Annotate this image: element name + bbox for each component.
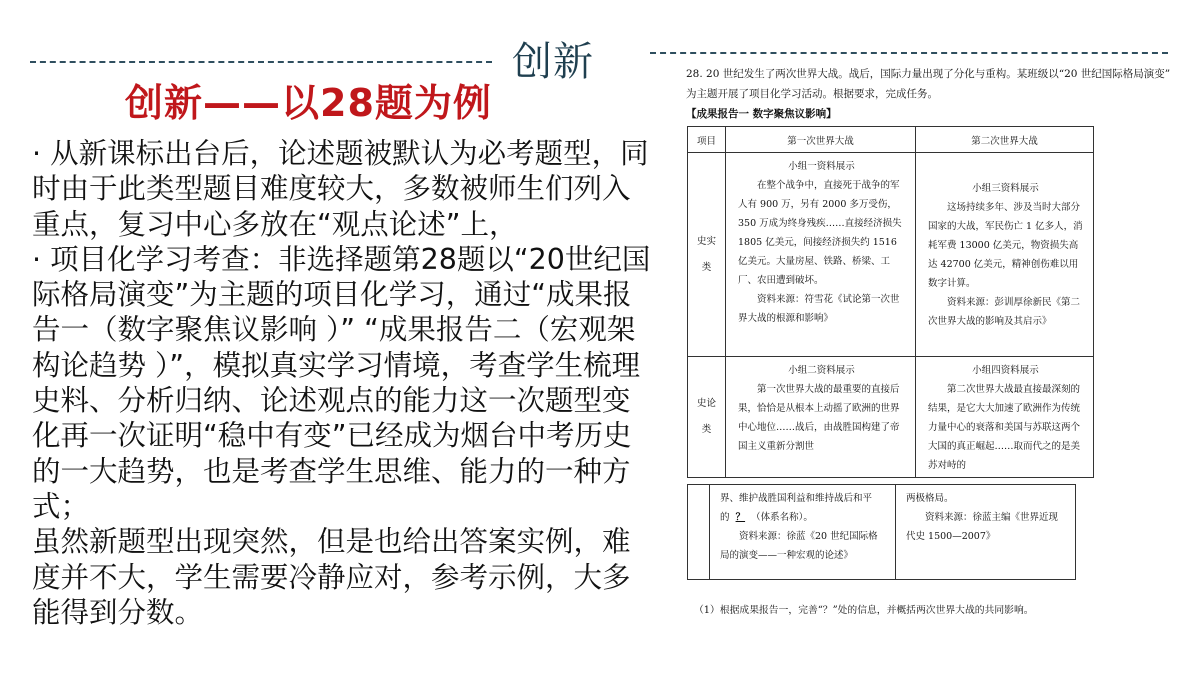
- group-1-title: 小组一资料展示: [788, 161, 855, 172]
- row-label-facts-b: 类: [701, 261, 712, 273]
- group-2-text: 第一次世界大战的最重要的直接后果，恰恰是从根本上动摇了欧洲的世界中心地位……战后，由战胜国构建了帝国主义重新分割世: [738, 384, 900, 452]
- cell-group-2-continued: [710, 485, 896, 580]
- header-ww2: 第二次世界大战: [916, 127, 1094, 153]
- paragraph-new-curriculum: · 从新课标出台后，论述题被默认为必考题型，同时由于此类型题目难度较大，多数被师生们列入重点，复习中心多放在“观点论述”上，: [32, 137, 649, 241]
- slide-heading: 创新——以28题为例: [125, 81, 492, 125]
- group-4-text: 第二次世界大战最直接最深刻的结果，是它大大加速了欧洲作为传统力量中心的衰落和美国与苏联这两个大国的真正崛起……取而代之的是美苏对峙的: [928, 384, 1081, 471]
- row-label-views-a: 史论: [696, 398, 716, 409]
- exam-intro-line-1: 28. 20 世纪发生了两次世界大战。战后，国际力量出现了分化与重构。某班级以“20 世纪国际格局演变”: [686, 68, 1171, 80]
- group-3-title: 小组三资料展示: [972, 183, 1039, 194]
- group-2-cont-suffix: （体系名称）。: [751, 512, 813, 523]
- exam-table: [687, 126, 1094, 478]
- cell-continued-label: [688, 485, 710, 580]
- row-label-views: [688, 357, 726, 478]
- group-2-title: 小组二资料展示: [788, 365, 855, 376]
- paragraph-advice: 虽然新题型出现突然，但是也给出答案实例，难度并不大，学生需要冷静应对，参考示例，大多能得到分数。: [32, 525, 631, 629]
- row-label-views-b: 类: [701, 424, 712, 435]
- group-4-title: 小组四资料展示: [972, 365, 1039, 376]
- paragraph-project-learning: · 项目化学习考查：非选择题第28题以“20世纪国际格局演变”为主题的项目化学习，通过“成果报告一（数字聚焦议影响 ）” “成果报告二（宏观架构论趋势 ）”，模拟真实学习情境，考查学生梳理史料、分析归纳、论述观点的能力这一次题型变化再一次证明“稳中有变”已经成为烟台中考历史的一大趋势，也是考查学生思维、能力的一种方式；: [32, 242, 651, 523]
- group-2-continued-text: [720, 489, 885, 527]
- group-2-blank: [730, 512, 752, 523]
- exam-table-continued: [687, 484, 1076, 580]
- header-divider-right: [650, 52, 1168, 54]
- report-title: 【成果报告一 数字聚焦议影响】: [686, 108, 837, 120]
- cell-group-2: [726, 357, 916, 478]
- table-row-views: [688, 357, 1094, 478]
- cell-group-4: [916, 357, 1094, 478]
- group-4-source: 资料来源：徐蓝主编《世界近现代史 1500—2007》: [906, 512, 1059, 542]
- row-label-facts: [688, 153, 726, 357]
- group-2-blank-mark: ？: [735, 512, 746, 523]
- row-label-facts-a: 史实: [696, 235, 716, 247]
- group-3-source: 资料来源：彭训厚徐新民《第二次世界大战的影响及其启示》: [928, 297, 1081, 327]
- exam-intro-line-2: 为主题开展了项目化学习活动。根据要求，完成任务。: [686, 88, 938, 100]
- cell-group-3: [916, 153, 1094, 357]
- group-4-continued-text: 两极格局。: [906, 493, 954, 504]
- group-3-text: 这场持续多年、涉及当时大部分国家的大战，军民伤亡 1 亿多人，消耗军费 13000 亿美元，物资损失高达 42700 亿美元，精神创伤难以用数字计算。: [928, 202, 1083, 289]
- group-1-text: 在整个战争中，直接死于战争的军人有 900 万，另有 2000 多万受伤，350 万成为终身残疾……直接经济损失 1805 亿美元，间接经济损失约 1516 亿美元。大量房屋、铁路、桥梁、工厂、农田遭到破坏。: [738, 180, 902, 286]
- header-ww1: 第一次世界大战: [726, 127, 916, 153]
- question-1: （1）根据成果报告一，完善“？”处的信息，并概括两次世界大战的共同影响。: [694, 605, 1034, 616]
- group-1-source: 资料来源：符雪花《试论第一次世界大战的根源和影响》: [738, 294, 900, 324]
- table-header-row: [688, 127, 1094, 153]
- cell-group-4-continued: [896, 485, 1076, 580]
- header-title: 创新: [512, 39, 594, 85]
- table-row-facts: [688, 153, 1094, 357]
- body-text: [32, 136, 652, 630]
- group-2-source: 资料来源：徐蓝《20 世纪国际格局的演变——一种宏观的论述》: [720, 531, 878, 561]
- header-item: 项目: [688, 127, 726, 153]
- group-2-cont-prefix: 界、维护战胜国利益和维持战后和平的: [720, 493, 873, 523]
- table-row-continued: [688, 485, 1076, 580]
- cell-group-1: [726, 153, 916, 357]
- header-divider-left: [30, 61, 492, 63]
